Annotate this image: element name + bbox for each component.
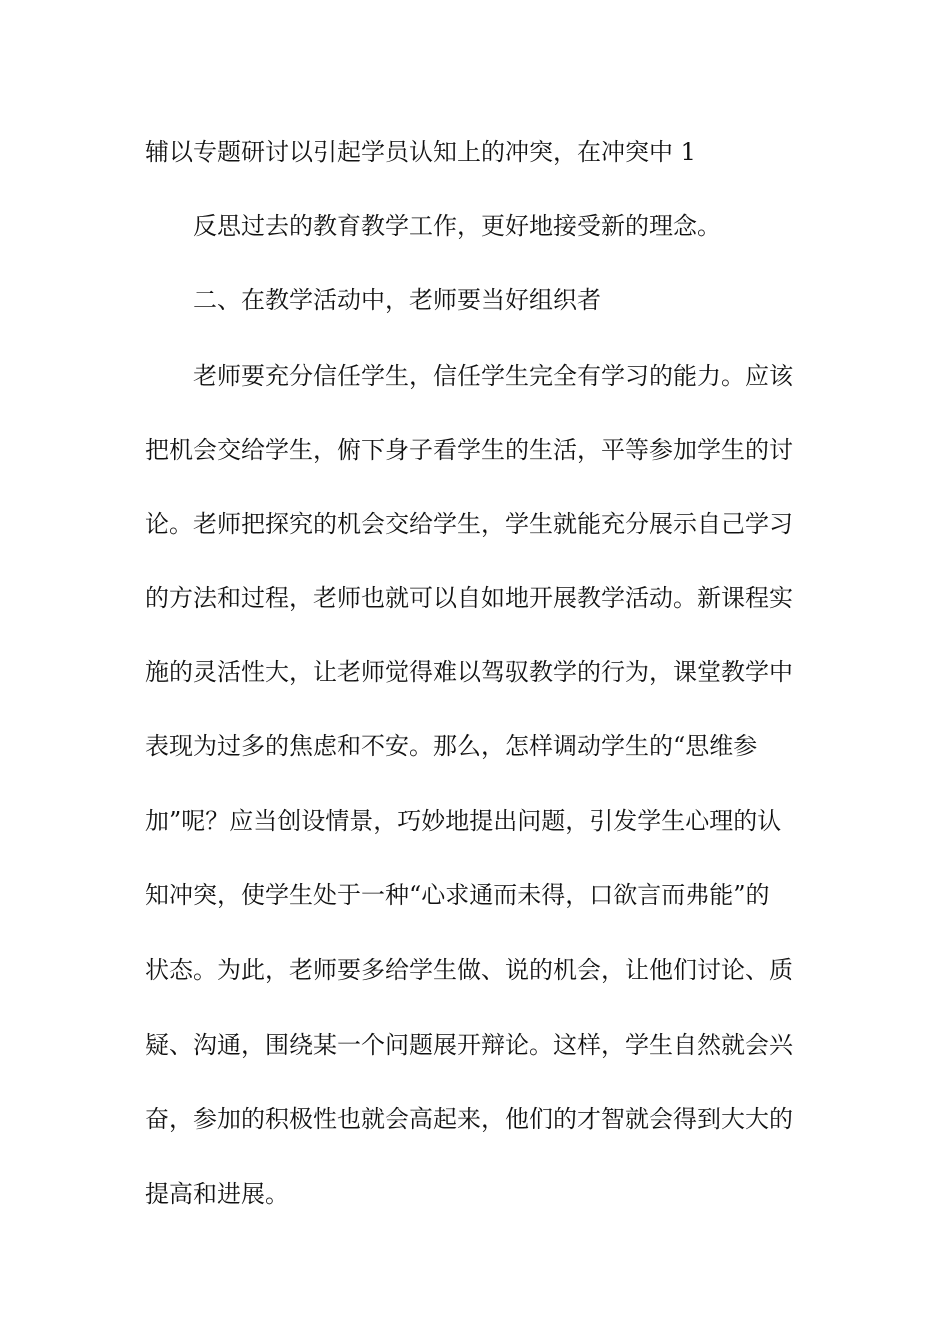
- text-line: 状态。为此，老师要多给学生做、说的机会，让他们讨论、质: [145, 956, 793, 984]
- text-line: 辅以专题研讨以引起学员认知上的冲突，在冲突中 1: [145, 138, 696, 166]
- text-line: 知冲突，使学生处于一种“心求通而未得，口欲言而弗能”的: [145, 881, 770, 909]
- text-line: 施的灵活性大，让老师觉得难以驾驭教学的行为，课堂教学中: [145, 658, 793, 686]
- text-line: 加”呢？应当创设情景，巧妙地提出问题，引发学生心理的认: [145, 807, 782, 835]
- text-line: 表现为过多的焦虑和不安。那么，怎样调动学生的“思维参: [145, 732, 758, 760]
- text-line: 奋，参加的积极性也就会高起来，他们的才智就会得到大大的: [145, 1105, 793, 1133]
- section-heading: 二、在教学活动中，老师要当好组织者: [193, 286, 601, 314]
- text-line: 疑、沟通，围绕某一个问题展开辩论。这样，学生自然就会兴: [145, 1031, 793, 1059]
- text-line: 把机会交给学生，俯下身子看学生的生活，平等参加学生的讨: [145, 436, 793, 464]
- paragraph-first-line: 老师要充分信任学生，信任学生完全有学习的能力。应该: [193, 362, 793, 390]
- text-line: 反思过去的教育教学工作，更好地接受新的理念。: [193, 212, 721, 240]
- text-line: 论。老师把探究的机会交给学生，学生就能充分展示自己学习: [145, 510, 793, 538]
- text-line: 的方法和过程，老师也就可以自如地开展教学活动。新课程实: [145, 584, 793, 612]
- text-line: 提高和进展。: [145, 1180, 289, 1208]
